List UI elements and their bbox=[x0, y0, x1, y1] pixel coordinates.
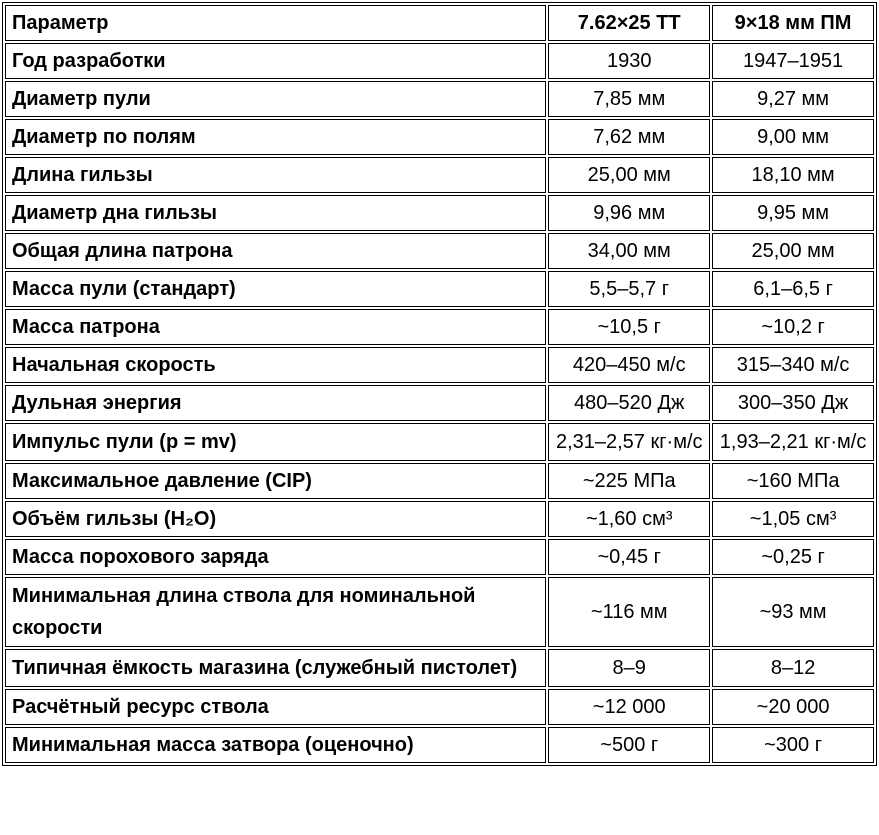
table-row bbox=[5, 43, 874, 79]
value-762x25-cell: 480–520 Дж bbox=[548, 385, 710, 421]
value-9x18-cell: 315–340 м/с bbox=[712, 347, 874, 383]
value-9x18-cell: 1947–1951 bbox=[712, 43, 874, 79]
value-9x18-cell: 300–350 Дж bbox=[712, 385, 874, 421]
parameter-cell: Год разработки bbox=[5, 43, 546, 79]
parameter-cell: Масса порохового заряда bbox=[5, 539, 546, 575]
table-row bbox=[5, 157, 874, 193]
table-row bbox=[5, 385, 874, 421]
value-9x18-cell: 25,00 мм bbox=[712, 233, 874, 269]
value-9x18-cell: 6,1–6,5 г bbox=[712, 271, 874, 307]
value-762x25-cell: ~12 000 bbox=[548, 689, 710, 725]
value-762x25-cell: ~116 мм bbox=[548, 577, 710, 647]
value-762x25-cell: ~0,45 г bbox=[548, 539, 710, 575]
header-parameter: Параметр bbox=[5, 5, 546, 41]
value-9x18-cell: ~160 МПа bbox=[712, 463, 874, 499]
value-762x25-cell: 5,5–5,7 г bbox=[548, 271, 710, 307]
value-9x18-cell: 1,93–2,21 кг·м/с bbox=[712, 423, 874, 461]
table-row bbox=[5, 501, 874, 537]
value-9x18-cell: ~10,2 г bbox=[712, 309, 874, 345]
parameter-cell: Минимальная масса затвора (оценочно) bbox=[5, 727, 546, 763]
parameter-cell: Типичная ёмкость магазина (служебный пистолет) bbox=[5, 649, 546, 687]
value-9x18-cell: ~0,25 г bbox=[712, 539, 874, 575]
value-9x18-cell: 9,00 мм bbox=[712, 119, 874, 155]
parameter-cell: Максимальное давление (CIP) bbox=[5, 463, 546, 499]
table-row bbox=[5, 539, 874, 575]
table-row bbox=[5, 195, 874, 231]
parameter-cell: Масса пули (стандарт) bbox=[5, 271, 546, 307]
value-9x18-cell: ~1,05 см³ bbox=[712, 501, 874, 537]
value-762x25-cell: ~500 г bbox=[548, 727, 710, 763]
parameter-cell: Общая длина патрона bbox=[5, 233, 546, 269]
parameter-cell: Минимальная длина ствола для номинальной скорости bbox=[5, 577, 546, 647]
table-row bbox=[5, 577, 874, 647]
table-row bbox=[5, 463, 874, 499]
value-762x25-cell: 7,62 мм bbox=[548, 119, 710, 155]
value-762x25-cell: ~225 МПа bbox=[548, 463, 710, 499]
parameter-cell: Диаметр пули bbox=[5, 81, 546, 117]
value-9x18-cell: 9,95 мм bbox=[712, 195, 874, 231]
parameter-cell: Длина гильзы bbox=[5, 157, 546, 193]
parameter-cell: Диаметр дна гильзы bbox=[5, 195, 546, 231]
table-row bbox=[5, 271, 874, 307]
table-row bbox=[5, 309, 874, 345]
value-762x25-cell: ~10,5 г bbox=[548, 309, 710, 345]
value-762x25-cell: 25,00 мм bbox=[548, 157, 710, 193]
parameter-cell: Диаметр по полям bbox=[5, 119, 546, 155]
parameter-cell: Дульная энергия bbox=[5, 385, 546, 421]
parameter-cell: Расчётный ресурс ствола bbox=[5, 689, 546, 725]
value-762x25-cell: ~1,60 см³ bbox=[548, 501, 710, 537]
value-9x18-cell: ~20 000 bbox=[712, 689, 874, 725]
value-9x18-cell: ~93 мм bbox=[712, 577, 874, 647]
parameter-cell: Импульс пули (p = mv) bbox=[5, 423, 546, 461]
table-row bbox=[5, 649, 874, 687]
value-9x18-cell: ~300 г bbox=[712, 727, 874, 763]
table-row bbox=[5, 727, 874, 763]
header-9x18: 9×18 мм ПМ bbox=[712, 5, 874, 41]
header-762x25: 7.62×25 ТТ bbox=[548, 5, 710, 41]
value-9x18-cell: 8–12 bbox=[712, 649, 874, 687]
value-9x18-cell: 18,10 мм bbox=[712, 157, 874, 193]
value-762x25-cell: 34,00 мм bbox=[548, 233, 710, 269]
value-9x18-cell: 9,27 мм bbox=[712, 81, 874, 117]
table-row bbox=[5, 233, 874, 269]
table-row bbox=[5, 423, 874, 461]
parameter-cell: Объём гильзы (H₂O) bbox=[5, 501, 546, 537]
parameter-cell: Масса патрона bbox=[5, 309, 546, 345]
value-762x25-cell: 2,31–2,57 кг·м/с bbox=[548, 423, 710, 461]
cartridge-comparison-table bbox=[2, 2, 877, 766]
table-row bbox=[5, 81, 874, 117]
table-row bbox=[5, 347, 874, 383]
value-762x25-cell: 1930 bbox=[548, 43, 710, 79]
value-762x25-cell: 7,85 мм bbox=[548, 81, 710, 117]
table-row bbox=[5, 689, 874, 725]
value-762x25-cell: 420–450 м/с bbox=[548, 347, 710, 383]
table-row bbox=[5, 119, 874, 155]
parameter-cell: Начальная скорость bbox=[5, 347, 546, 383]
header-row bbox=[5, 5, 874, 41]
value-762x25-cell: 9,96 мм bbox=[548, 195, 710, 231]
value-762x25-cell: 8–9 bbox=[548, 649, 710, 687]
